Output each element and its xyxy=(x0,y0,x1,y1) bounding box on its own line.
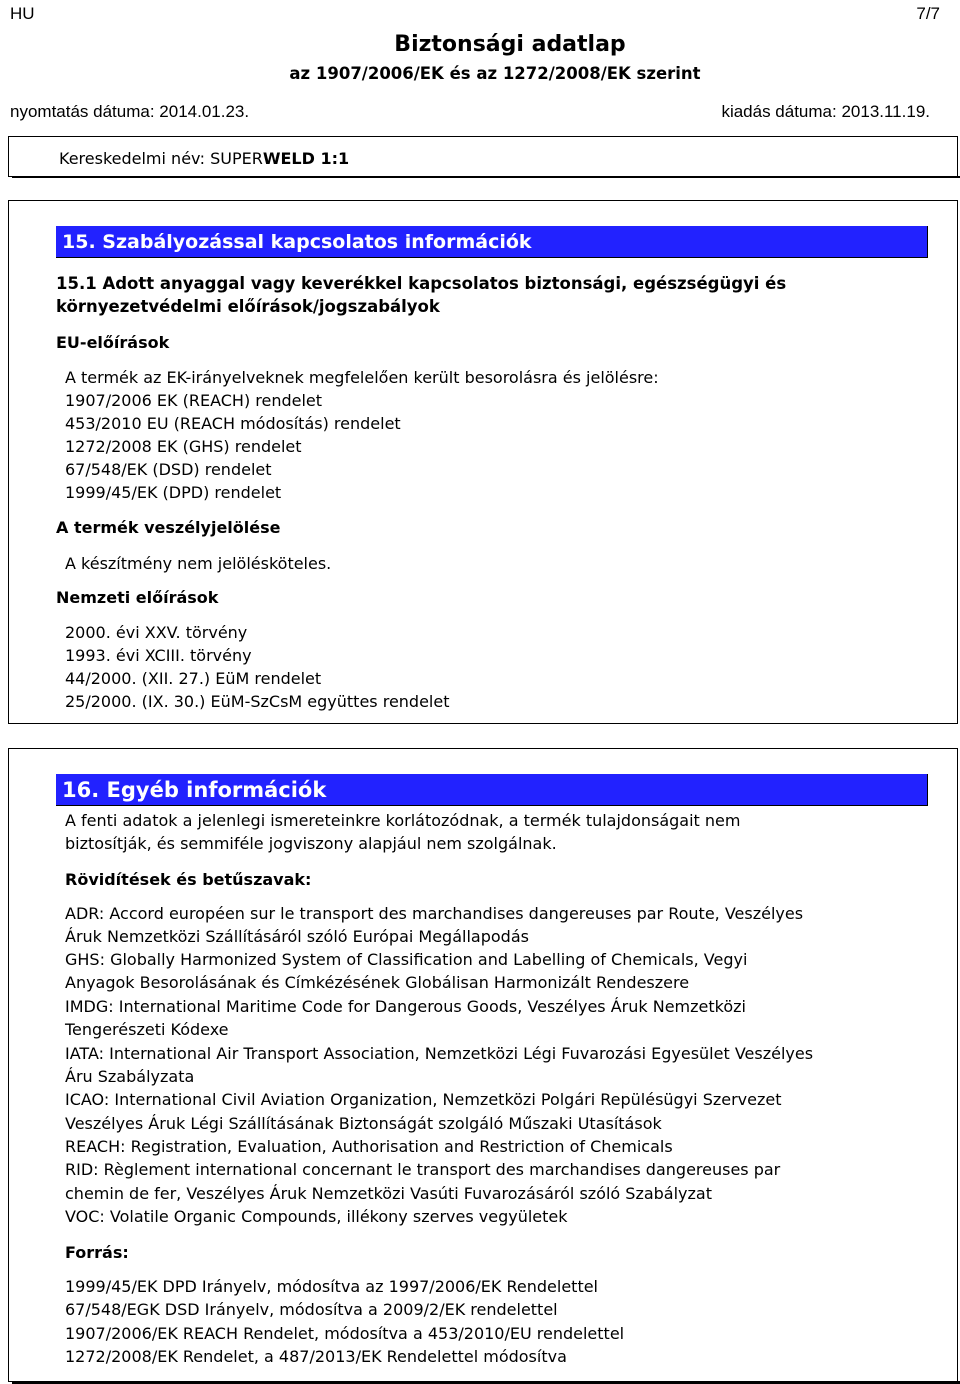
eu-regulations-heading: EU-előírások xyxy=(56,333,170,352)
issue-date: kiadás dátuma: 2013.11.19. xyxy=(721,102,930,121)
source-heading: Forrás: xyxy=(65,1243,129,1262)
abbreviation-line: chemin de fer, Veszélyes Áruk Nemzetközi Vasúti Fuvarozásáról szóló Szabályzat xyxy=(65,1184,712,1203)
eu-regulation-line: 1999/45/EK (DPD) rendelet xyxy=(65,483,282,502)
abbreviation-line: REACH: Registration, Evaluation, Authorisation and Restriction of Chemicals xyxy=(65,1137,673,1156)
section-16-title-bar: 16. Egyéb információk xyxy=(56,774,928,806)
abbreviation-line: Áru Szabályzata xyxy=(65,1067,195,1086)
national-regulation-line: 2000. évi XXV. törvény xyxy=(65,623,248,642)
intro-line: A fenti adatok a jelenlegi ismereteinkre korlátozódnak, a termék tulajdonságait nem xyxy=(65,811,741,830)
national-regulations-heading: Nemzeti előírások xyxy=(56,588,219,607)
abbreviations-heading: Rövidítések és betűszavak: xyxy=(65,870,312,889)
document-title: Biztonsági adatlap xyxy=(394,32,626,57)
section-15-title-bar: 15. Szabályozással kapcsolatos információk xyxy=(56,226,928,258)
source-line: 67/548/EGK DSD Irányelv, módosítva a 2009/2/EK rendelettel xyxy=(65,1300,558,1319)
trade-name-label: Kereskedelmi név: SUPER xyxy=(59,149,263,168)
abbreviation-line: ICAO: International Civil Aviation Organization, Nemzetközi Polgári Repülésügyi Szervezet xyxy=(65,1090,782,1109)
source-line: 1272/2008/EK Rendelet, a 487/2013/EK Rendelettel módosítva xyxy=(65,1347,567,1366)
section-15-1-subtitle-line-2: környezetvédelmi előírások/jogszabályok xyxy=(56,297,440,316)
page-number: 7/7 xyxy=(916,4,940,23)
print-date: nyomtatás dátuma: 2014.01.23. xyxy=(10,102,250,121)
national-regulation-line: 44/2000. (XII. 27.) EüM rendelet xyxy=(65,669,322,688)
eu-regulation-line: 1272/2008 EK (GHS) rendelet xyxy=(65,437,302,456)
national-regulation-line: 1993. évi XCIII. törvény xyxy=(65,646,252,665)
abbreviation-line: Veszélyes Áruk Légi Szállításának Biztonságát szolgáló Műszaki Utasítások xyxy=(65,1114,662,1133)
abbreviation-line: Anyagok Besorolásának és Címkézésének Globálisan Harmonizált Rendeszere xyxy=(65,973,690,992)
labelling-text: A készítmény nem jelölésköteles. xyxy=(65,554,332,573)
labelling-heading: A termék veszélyjelölése xyxy=(56,518,281,537)
abbreviation-line: IMDG: International Maritime Code for Dangerous Goods, Veszélyes Áruk Nemzetközi xyxy=(65,997,746,1016)
trade-name-box xyxy=(8,136,958,177)
abbreviation-line: ADR: Accord européen sur le transport des marchandises dangereuses par Route, Veszélyes xyxy=(65,904,804,923)
eu-regulation-line: A termék az EK-irányelveknek megfelelően került besorolásra és jelölésre: xyxy=(65,368,659,387)
eu-regulation-line: 453/2010 EU (REACH módosítás) rendelet xyxy=(65,414,401,433)
section-15-1-subtitle-line-1: 15.1 Adott anyaggal vagy keverékkel kapcsolatos biztonsági, egészségügyi és xyxy=(56,274,787,293)
abbreviation-line: RID: Règlement international concernant le transport des marchandises dangereuses par xyxy=(65,1160,781,1179)
country-code: HU xyxy=(10,4,35,23)
trade-name xyxy=(59,149,349,168)
eu-regulation-line: 67/548/EK (DSD) rendelet xyxy=(65,460,272,479)
abbreviation-line: VOC: Volatile Organic Compounds, illékony szerves vegyületek xyxy=(65,1207,568,1226)
abbreviation-line: Tengerészeti Kódexe xyxy=(65,1020,229,1039)
eu-regulation-line: 1907/2006 EK (REACH) rendelet xyxy=(65,391,323,410)
abbreviation-line: Áruk Nemzetközi Szállításáról szóló Európai Megállapodás xyxy=(65,927,529,946)
document-subtitle: az 1907/2006/EK és az 1272/2008/EK szerint xyxy=(289,64,701,83)
abbreviation-line: IATA: International Air Transport Association, Nemzetközi Légi Fuvarozási Egyesület Veszélyes xyxy=(65,1044,814,1063)
intro-line: biztosítják, és semmiféle jogviszony alapjául nem szolgálnak. xyxy=(65,834,557,853)
trade-name-value: WELD 1:1 xyxy=(262,149,350,168)
source-line: 1999/45/EK DPD Irányelv, módosítva az 1997/2006/EK Rendelettel xyxy=(65,1277,598,1296)
abbreviation-line: GHS: Globally Harmonized System of Classification and Labelling of Chemicals, Vegyi xyxy=(65,950,748,969)
source-line: 1907/2006/EK REACH Rendelet, módosítva a 453/2010/EU rendelettel xyxy=(65,1324,625,1343)
national-regulation-line: 25/2000. (IX. 30.) EüM-SzCsM együttes rendelet xyxy=(65,692,450,711)
